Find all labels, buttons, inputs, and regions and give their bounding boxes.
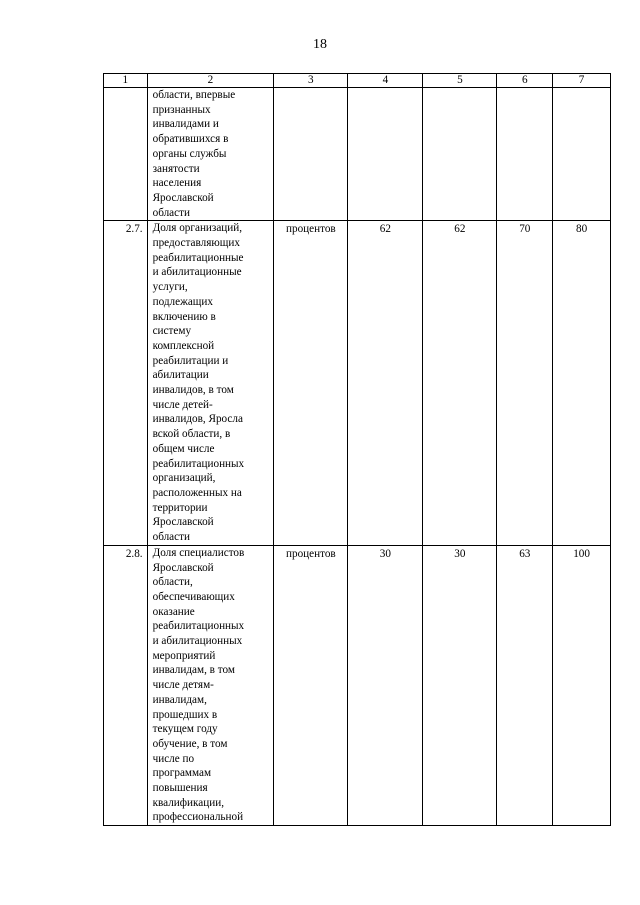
indicator-name-line: обратившихся в: [152, 133, 229, 146]
indicator-name-line: организаций,: [152, 472, 216, 485]
value-cell-7: 100: [553, 545, 611, 825]
unit-cell: процентов: [274, 221, 348, 545]
indicator-name-line: программам: [152, 767, 212, 780]
indicator-name-line: Ярославской: [152, 516, 214, 529]
indicator-name-line: Доля специалистов: [152, 546, 245, 559]
indicator-name-line: признанных: [152, 103, 211, 116]
indicator-name-line: числе детей-: [152, 398, 213, 411]
table-row: [104, 221, 611, 545]
header-cell: 1: [104, 74, 148, 88]
indicator-name-line: органы службы: [152, 147, 227, 160]
value-cell-6: [497, 88, 553, 221]
indicator-name-line: области, впервые: [152, 89, 236, 101]
indicator-name-line: мероприятий: [152, 649, 216, 662]
value-cell-5: [423, 88, 497, 221]
table-header-row: [104, 74, 611, 88]
value-cell-5: 30: [423, 545, 497, 825]
indicator-name-line: инвалидов, Яросла: [152, 413, 243, 426]
indicator-name-line: области: [152, 206, 190, 219]
value-cell-6: 70: [497, 221, 553, 545]
value-cell-4: [348, 88, 423, 221]
indicator-name-line: реабилитационных: [152, 457, 245, 470]
table-row: [104, 88, 611, 221]
indicator-name-line: инвалидов, в том: [152, 384, 234, 397]
page-number: 18: [313, 37, 327, 52]
indicator-name-line: инвалидами и: [152, 118, 219, 131]
indicator-name-line: услуги,: [152, 281, 188, 294]
indicator-name-cell: [147, 221, 274, 545]
indicator-name-line: вской области, в: [152, 428, 231, 441]
unit-cell: процентов: [274, 545, 348, 825]
indicator-name-line: комплексной: [152, 339, 215, 352]
indicator-name-line: области: [152, 531, 190, 544]
indicator-name-line: подлежащих: [152, 295, 213, 308]
indicator-name-cell: [147, 88, 274, 221]
header-cell: 3: [274, 74, 348, 88]
indicator-name-line: реабилитации и: [152, 354, 229, 367]
indicator-name-line: общем числе: [152, 442, 215, 455]
indicator-name-line: занятости: [152, 162, 200, 175]
header-cell: 4: [348, 74, 423, 88]
row-index-cell: [104, 88, 148, 221]
indicator-name-line: абилитации: [152, 369, 209, 382]
indicator-name-line: инвалидам, в том: [152, 664, 235, 677]
indicator-name-line: расположенных на: [152, 486, 242, 499]
indicator-name-line: обучение, в том: [152, 737, 228, 750]
indicator-name-line: систему: [152, 325, 192, 338]
indicator-name-line: квалификации,: [152, 796, 225, 809]
indicator-name-line: населения: [152, 177, 202, 190]
indicator-name-line: обеспечивающих: [152, 590, 235, 603]
value-cell-7: [553, 88, 611, 221]
indicator-name-cell: [147, 545, 274, 825]
indicator-name-line: оказание: [152, 605, 195, 618]
indicators-table: [103, 73, 611, 826]
indicator-name-line: Доля организаций,: [152, 222, 243, 235]
indicator-name-line: предоставляющих: [152, 237, 240, 250]
indicator-name-line: Ярославской: [152, 191, 214, 204]
indicator-name-line: текущем году: [152, 723, 218, 736]
indicator-name-line: и абилитационные: [152, 266, 242, 279]
indicator-name-line: повышения: [152, 782, 208, 795]
indicator-name-line: числе детям-: [152, 679, 214, 692]
unit-cell: [274, 88, 348, 221]
indicator-name-line: реабилитационных: [152, 620, 245, 633]
indicator-name-line: инвалидам,: [152, 693, 207, 706]
table-row: [104, 545, 611, 825]
indicator-name-line: территории: [152, 501, 208, 514]
row-index-cell: 2.8.: [104, 545, 148, 825]
value-cell-7: 80: [553, 221, 611, 545]
indicator-name-line: включению в: [152, 310, 216, 323]
indicator-name-line: Ярославской: [152, 561, 214, 574]
value-cell-4: 30: [348, 545, 423, 825]
header-cell: 7: [553, 74, 611, 88]
row-index-cell: 2.7.: [104, 221, 148, 545]
value-cell-4: 62: [348, 221, 423, 545]
indicator-name-line: реабилитационные: [152, 251, 244, 264]
header-cell: 6: [497, 74, 553, 88]
indicator-name-line: профессиональной: [152, 811, 244, 824]
indicator-name-line: числе по: [152, 752, 195, 765]
value-cell-6: 63: [497, 545, 553, 825]
header-cell: 2: [147, 74, 274, 88]
indicator-name-line: области,: [152, 576, 193, 589]
value-cell-5: 62: [423, 221, 497, 545]
indicator-name-line: и абилитационных: [152, 635, 243, 648]
header-cell: 5: [423, 74, 497, 88]
indicator-name-line: прошедших в: [152, 708, 218, 721]
